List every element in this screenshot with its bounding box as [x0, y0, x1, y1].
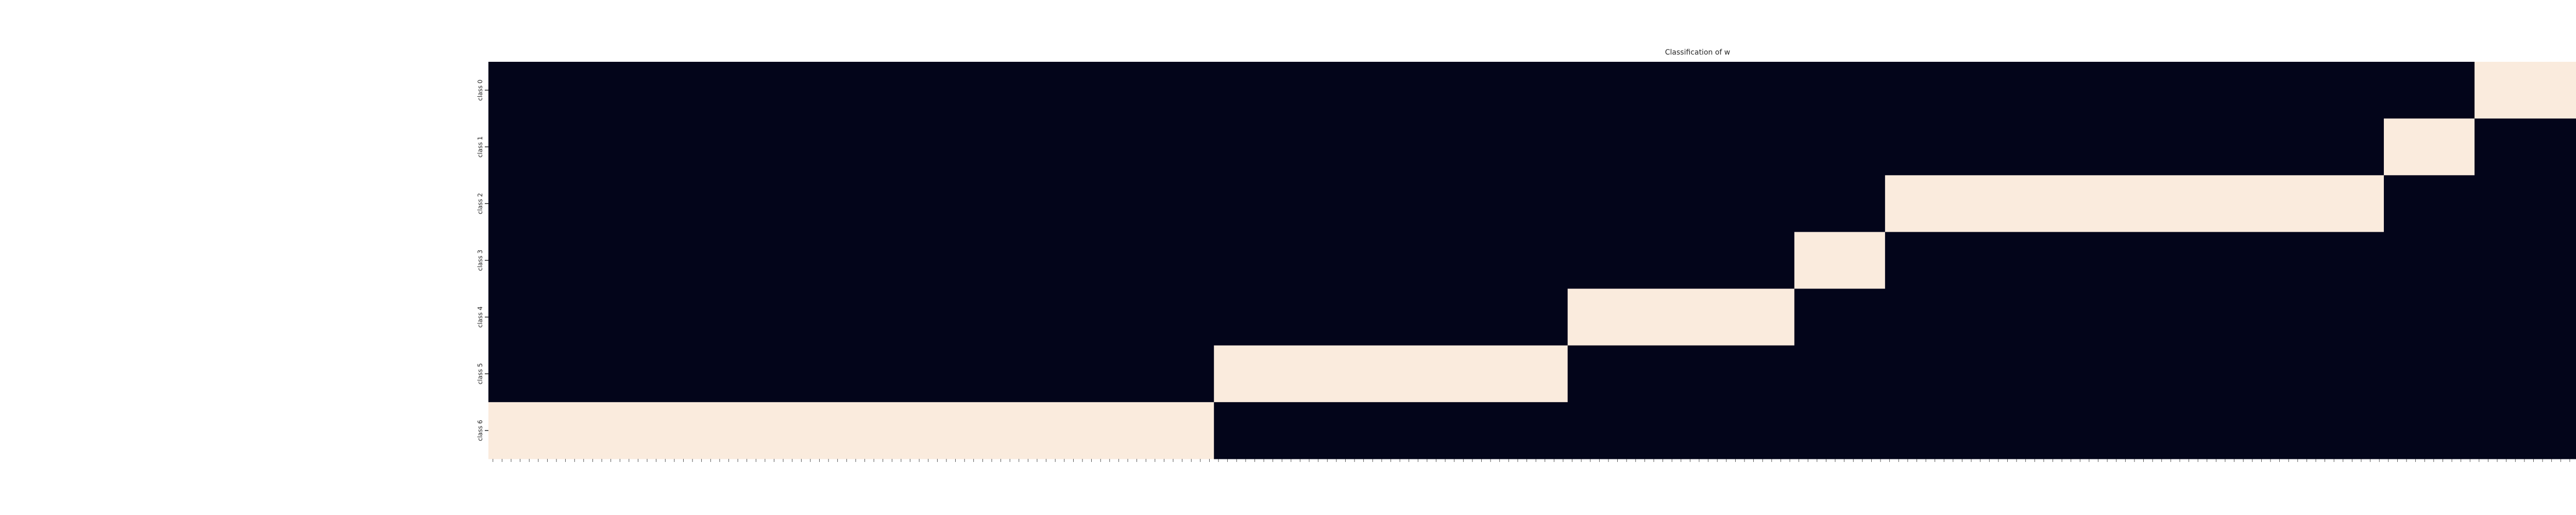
heatmap-row-class-4 — [488, 289, 2576, 346]
heatmap-cell-high — [1568, 289, 1795, 346]
heatmap-cell-high — [1794, 232, 1886, 289]
heatmap-row-class-6 — [488, 402, 2576, 459]
heatmap-cell-high — [2475, 62, 2576, 119]
y-tick-label: class 6 — [477, 420, 484, 441]
heatmap-cell-low — [488, 175, 1885, 232]
heatmap-cell-low — [488, 289, 1568, 346]
y-tick-label: class 1 — [477, 136, 484, 158]
heatmap-cell-high — [1885, 175, 2384, 232]
heatmap-cell-low — [488, 346, 1214, 403]
heatmap-cell-high — [488, 402, 1214, 459]
heatmap-cell-low — [2475, 118, 2576, 176]
y-tick-label: class 2 — [477, 193, 484, 214]
heatmap-plot-area — [488, 62, 2576, 459]
heatmap-cell-low — [488, 118, 2384, 176]
heatmap-cell-low — [2384, 175, 2576, 232]
heatmap-cell-low — [488, 62, 2475, 119]
heatmap-cell-low — [1885, 232, 2576, 289]
heatmap-row-class-0 — [488, 62, 2576, 119]
y-tick-label: class 0 — [477, 79, 484, 101]
heatmap-row-class-1 — [488, 118, 2576, 176]
heatmap-cell-high — [2384, 118, 2475, 176]
y-axis — [477, 79, 488, 441]
heatmap-row-class-2 — [488, 175, 2576, 232]
heatmap-cell-low — [1794, 289, 2576, 346]
y-tick-label: class 5 — [477, 363, 484, 385]
heatmap-cell-low — [1568, 346, 2576, 403]
y-tick-label: class 4 — [477, 306, 484, 328]
heatmap-cell-high — [1214, 346, 1568, 403]
y-tick-label: class 3 — [477, 249, 484, 271]
heatmap-cell-low — [1214, 402, 2576, 459]
heatmap-cell-low — [488, 232, 1794, 289]
chart-title: Classification of w — [1665, 48, 1731, 57]
x-axis — [493, 459, 2576, 462]
heatmap-row-class-5 — [488, 346, 2576, 403]
heatmap-row-class-3 — [488, 232, 2576, 289]
